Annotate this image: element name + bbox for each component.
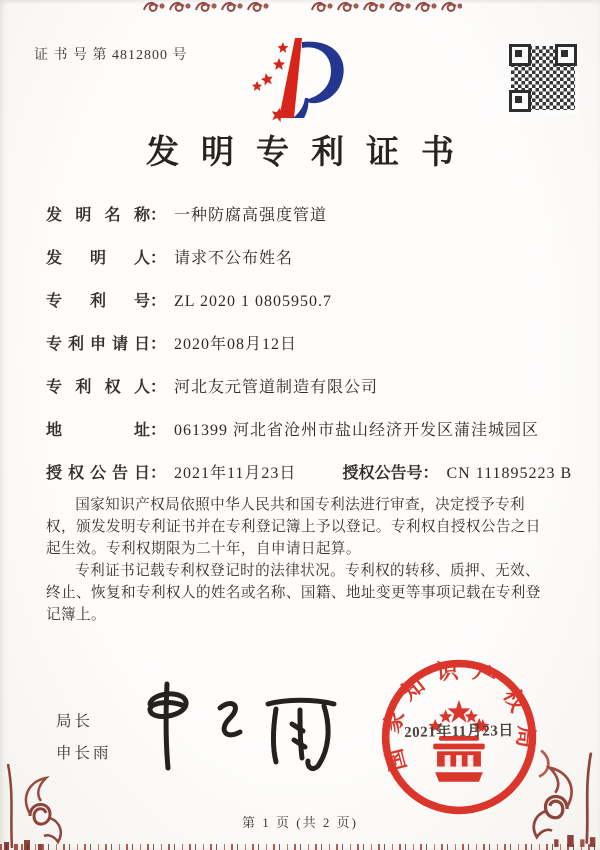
qr-code xyxy=(511,46,575,110)
corner-ornament-right-icon xyxy=(530,744,600,848)
legal-text-block xyxy=(46,494,554,626)
bottom-border-strip xyxy=(0,844,600,850)
field-colon: ： xyxy=(150,250,167,267)
field-row-invention-name xyxy=(46,204,566,227)
legal-paragraph-1: 国家知识产权局依照中华人民共和国专利法进行审查，决定授予专利权，颁发发明专利证书并在专利登记簿上予以登记。专利权自授权公告之日起生效。专利权期限为二十年，自申请日起算。 xyxy=(46,497,541,557)
field-value: 2020年08月12日 xyxy=(174,336,298,353)
signer-name: 申长雨 xyxy=(56,745,112,762)
certificate-title: 发明专利证书 xyxy=(146,135,476,171)
field-label: 专利申请日 xyxy=(46,336,150,353)
field-value: 一种防腐高强度管道 xyxy=(174,207,328,224)
seal-text: 国家知识产权局 xyxy=(378,656,540,774)
field-value: 2021年11月23日 xyxy=(174,465,297,482)
field-colon: ： xyxy=(150,465,167,482)
field-colon: ： xyxy=(150,336,167,353)
grant-number-label: 授权公告号 xyxy=(342,465,423,482)
field-label: 发明人 xyxy=(46,250,150,267)
qr-finder-icon xyxy=(509,90,531,112)
corner-ornament-left-icon xyxy=(0,756,64,850)
field-colon: ： xyxy=(150,422,167,439)
field-row-inventor xyxy=(46,247,566,270)
field-row-address xyxy=(46,419,566,442)
qr-finder-icon xyxy=(555,44,577,66)
field-colon: ： xyxy=(150,379,167,396)
certificate-number: 证 书 号 第 4812800 号 xyxy=(34,48,188,63)
director-signature xyxy=(122,676,362,776)
field-value: 请求不公布姓名 xyxy=(174,250,294,267)
field-label: 专利权人 xyxy=(46,379,150,396)
field-row-patentee xyxy=(46,376,566,399)
qr-finder-icon xyxy=(509,44,531,66)
field-value: ZL 2020 1 0805950.7 xyxy=(174,293,332,310)
field-row-grant-date xyxy=(46,462,573,485)
field-label: 地址 xyxy=(46,422,150,439)
top-border-ornament-icon xyxy=(142,0,462,14)
field-label: 授权公告日 xyxy=(46,465,150,482)
seal-date: 2021年11月23日 xyxy=(404,723,515,741)
field-value: 河北友元管道制造有限公司 xyxy=(174,379,379,396)
field-value: 061399 河北省沧州市盐山经济开发区蒲洼城园区 xyxy=(174,422,540,439)
legal-paragraph-2: 专利证书记载专利权登记时的法律状况。专利权的转移、质押、无效、终止、恢复和专利权人的姓名或名称、国籍、地址变更等事项记载在专利登记簿上。 xyxy=(46,563,541,623)
signer-title: 局长 xyxy=(56,713,94,730)
field-label: 专利号 xyxy=(46,293,150,310)
field-row-patent-number xyxy=(46,290,566,313)
field-colon: ： xyxy=(150,207,167,224)
cnipa-logo-icon xyxy=(246,34,358,124)
field-row-filing-date xyxy=(46,333,566,356)
field-list xyxy=(46,204,573,505)
field-colon: ： xyxy=(150,293,167,310)
field-colon: ： xyxy=(422,465,439,482)
field-label: 发明名称 xyxy=(46,207,150,224)
page-number: 第 1 页 (共 2 页) xyxy=(242,815,358,830)
grant-number-value: CN 111895223 B xyxy=(446,465,573,482)
signer-block xyxy=(56,706,112,770)
